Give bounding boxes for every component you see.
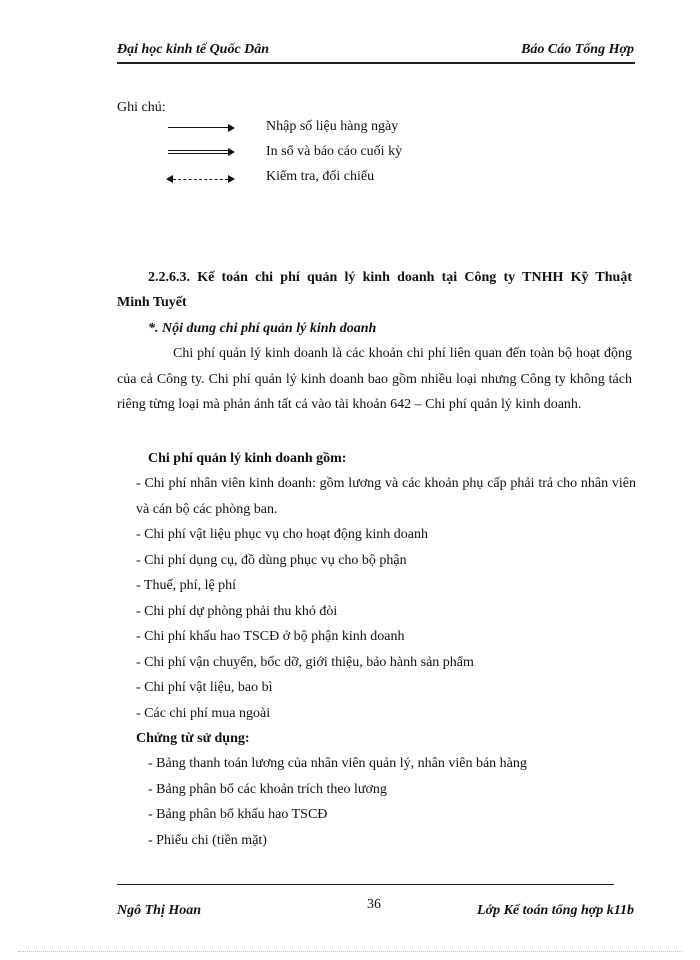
header-rule <box>117 62 635 64</box>
subheading: *. Nội dung chi phí quản lý kinh doanh <box>148 321 377 336</box>
list-item: - Bảng thanh toán lương của nhân viên quản lý, nhân viên bán hàng <box>148 756 527 771</box>
header-right: Báo Cáo Tổng Hợp <box>521 42 634 57</box>
page-bottom-border <box>18 951 682 952</box>
list-item: - Chi phí vận chuyển, bốc dỡ, giới thiệu, bảo hành sản phẩm <box>136 654 474 670</box>
page-number: 36 <box>367 897 381 912</box>
footer-rule <box>117 884 614 885</box>
list-item: - Bảng phân bổ các khoản trích theo lương <box>148 781 387 797</box>
list-item: - Chi phí khấu hao TSCĐ ở bộ phận kinh doanh <box>136 629 405 644</box>
header-left: Đại học kinh tế Quốc Dân <box>117 42 270 57</box>
description-paragraph: Chi phí quản lý kinh doanh là các khoản chi phí liên quan đến toàn bộ hoạt động của cả Công ty. Chi phí quản lý kinh doanh bao gồm nhiều loại nhưng Công ty không tách riêng từng loại mà phản ánh tất cả vào tài khoản 642 – Chi phí quản lý kinh doanh. <box>117 346 632 412</box>
list-item: - Thuế, phí, lệ phí <box>136 578 237 593</box>
vouchers-list <box>148 751 628 853</box>
vouchers-title: Chứng từ sử dụng: <box>136 731 250 746</box>
section-heading-cont: Minh Tuyết <box>117 295 187 310</box>
list-item: - Chi phí dự phòng phải thu khó đòi <box>136 603 338 619</box>
legend-label-check: Kiểm tra, đối chiếu <box>266 169 375 184</box>
costs-title: Chi phí quản lý kinh doanh gồm: <box>148 451 347 466</box>
legend-label-period: In sổ và báo cáo cuối kỳ <box>266 144 403 159</box>
costs-list <box>136 471 636 726</box>
list-item: - Các chi phí mua ngoài <box>136 705 271 721</box>
legend-title: Ghi chú: <box>117 100 166 115</box>
list-item: - Chi phí dụng cụ, đồ dùng phục vụ cho bộ phận <box>136 552 407 568</box>
legend-label-daily: Nhập số liệu hàng ngày <box>266 119 399 134</box>
list-item: - Chi phí nhân viên kinh doanh: gồm lương và các khoản phụ cấp phải trả cho nhân viên và cán bộ các phòng ban. <box>136 476 636 517</box>
list-item: - Chi phí vật liệu, bao bì <box>136 680 273 695</box>
list-item: - Bảng phân bổ khấu hao TSCĐ <box>148 807 328 822</box>
section-heading: 2.2.6.3. Kế toán chi phí quản lý kinh doanh tại Công ty TNHH Kỹ Thuật <box>148 270 632 285</box>
list-item: - Chi phí vật liệu phục vụ cho hoạt động kinh doanh <box>136 527 429 542</box>
list-item: - Phiếu chi (tiền mặt) <box>148 832 267 848</box>
footer-author: Ngô Thị Hoan <box>117 903 202 918</box>
footer-class: Lớp Kế toán tổng hợp k11b <box>477 903 634 918</box>
